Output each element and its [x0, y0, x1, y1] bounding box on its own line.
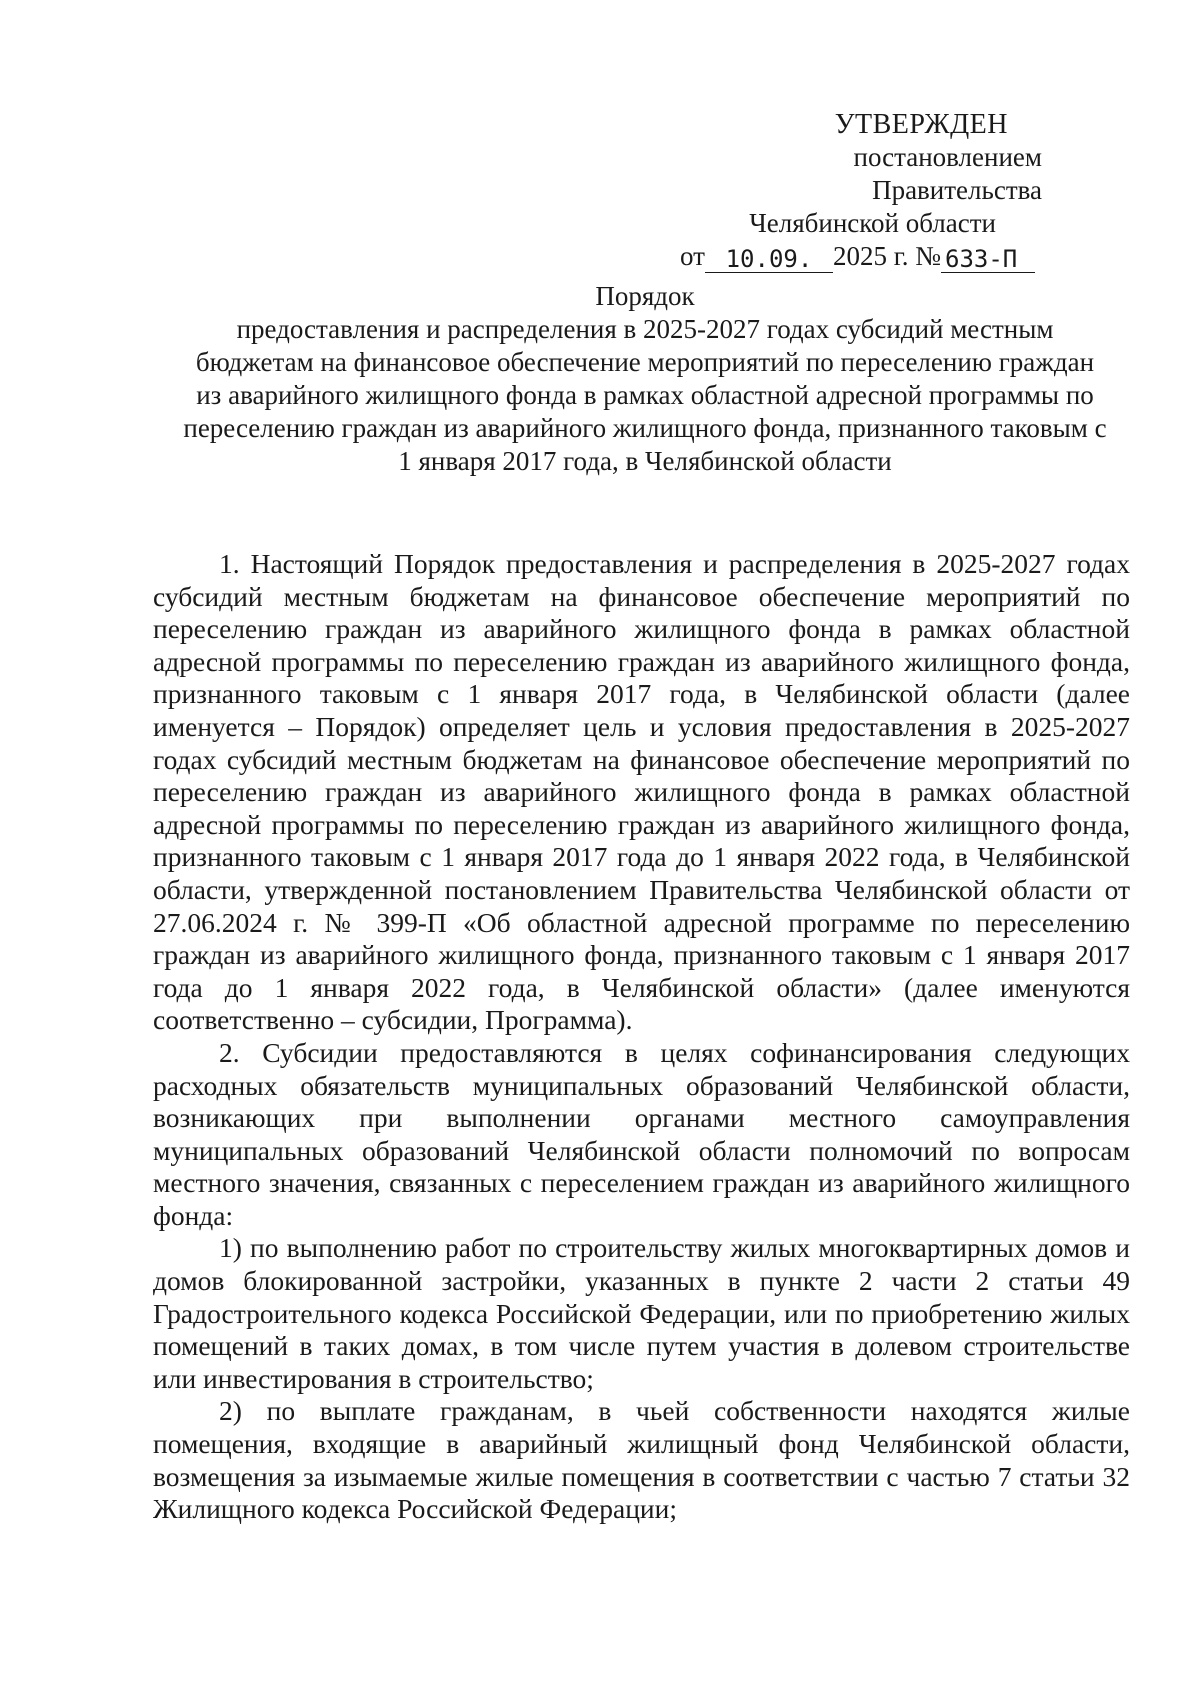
date-day: 10.09. [705, 246, 833, 273]
paragraph-1: 1. Настоящий Порядок предоставления и распределения в 2025-2027 годах субсидий местным бюджетам на финансовое обеспечение мероприятий по переселению граждан из аварийного жилищного фонда в рамках областной адресной программы по переселению граждан из аварийного жилищного фонда, признанного таковым с 1 января 2017 года, в Челябинской области (далее именуется – Порядок) определяет цель и условия предоставления в 2025-2027 годах субсидий местным бюджетам на финансовое обеспечение мероприятий по переселению граждан из аварийного жилищного фонда в рамках областной адресной программы по переселению граждан из аварийного жилищного фонда, признанного таковым с 1 января 2017 года до 1 января 2022 года, в Челябинской области, утвержденной постановлением Правительства Челябинской области от 27.06.2024 г. № 399-П «Об областной адресной программе по переселению граждан из аварийного жилищного фонда, признанного таковым с 1 января 2017 года до 1 января 2022 года, в Челябинской области» (далее именуются соответственно – субсидии, Программа). [153, 548, 1130, 1036]
date-prefix: от [680, 241, 705, 271]
approval-stamp: УТВЕРЖДЕН [834, 109, 1008, 140]
body-text [153, 548, 1130, 1526]
approval-line-2: Челябинской области [749, 208, 996, 238]
subtitle-line: предоставления и распределения в 2025-2027 годах субсидий местным [236, 314, 1054, 344]
paragraph-2-item-1: 1) по выполнению работ по строительству жилых многоквартирных домов и домов блокированной застройки, указанных в пункте 2 части 2 статьи 49 Градостроительного кодекса Российской Федерации, или по приобретению жилых помещений в таких домах, в том числе путем участия в долевом строительстве или инвестирования в строительство; [153, 1232, 1130, 1394]
subtitle-line: из аварийного жилищного фонда в рамках областной адресной программы по [196, 380, 1094, 410]
subtitle-line: бюджетам на финансовое обеспечение мероприятий по переселению граждан [195, 347, 1095, 377]
approval-date-line [680, 240, 1080, 273]
approval-line-1: постановлением Правительства [853, 142, 1042, 205]
subtitle-line: 1 января 2017 года, в Челябинской области [398, 446, 892, 476]
document-title: Порядок [595, 281, 695, 311]
title-block [150, 280, 1140, 478]
approval-block [680, 108, 1080, 273]
date-year: 2025 г. № [832, 241, 941, 271]
paragraph-2-item-2: 2) по выплате гражданам, в чьей собственности находятся жилые помещения, входящие в аварийный жилищный фонд Челябинской области, возмещения за изымаемые жилые помещения в соответствии с частью 7 статьи 32 Жилищного кодекса Российской Федерации; [153, 1395, 1130, 1525]
paragraph-2: 2. Субсидии предоставляются в целях софинансирования следующих расходных обязательств муниципальных образований Челябинской области, возникающих при выполнении органами местного самоуправления муниципальных образований Челябинской области полномочий по вопросам местного значения, связанных с переселением граждан из аварийного жилищного фонда: [153, 1036, 1130, 1231]
doc-number: 633-П [941, 246, 1035, 273]
subtitle-line: переселению граждан из аварийного жилищного фонда, признанного таковым с [183, 413, 1107, 443]
